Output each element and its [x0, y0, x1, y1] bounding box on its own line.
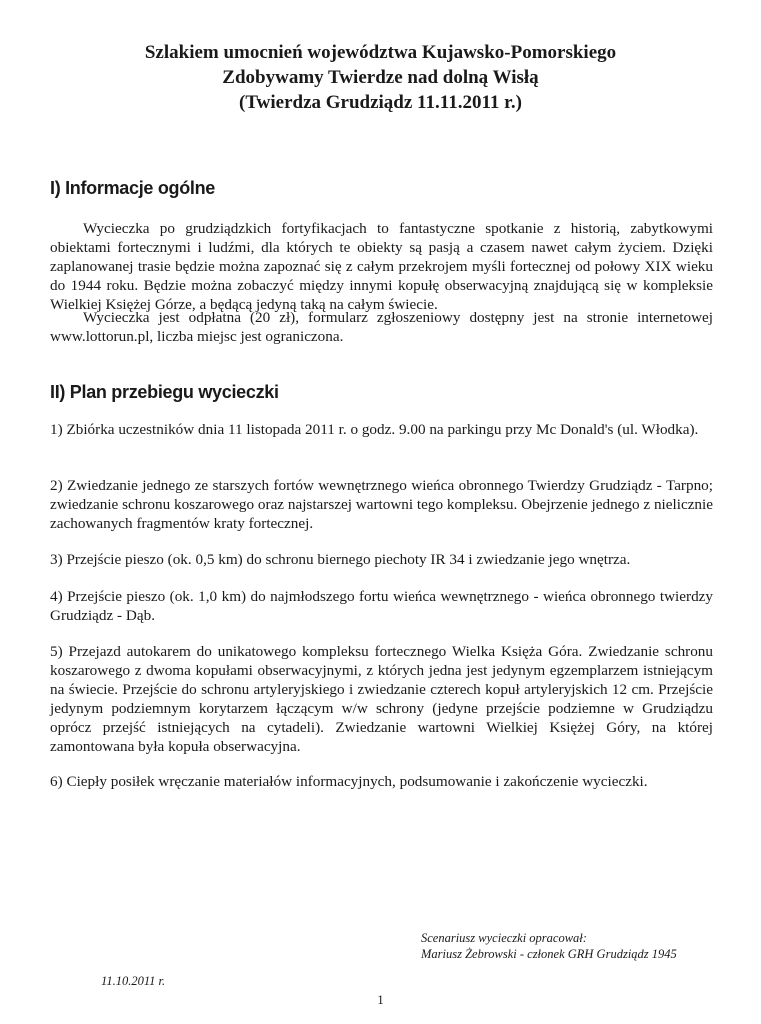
page-number: 1: [377, 992, 384, 1007]
author-signature: [421, 930, 677, 962]
plan-item-1: 1) Zbiórka uczestników dnia 11 listopada 2011 r. o godz. 9.00 na parkingu przy Mc Donald's (ul. Włodka).: [50, 421, 699, 438]
document-title: [0, 40, 761, 115]
document-date: 11.10.2011 r.: [101, 974, 166, 988]
title-line-2: Zdobywamy Twierdze nad dolną Wisłą: [222, 67, 539, 88]
section-heading-trip-plan: II) Plan przebiegu wycieczki: [50, 382, 279, 402]
title-line-3: (Twierdza Grudziądz 11.11.2011 r.): [239, 92, 522, 113]
section-heading-general-info: I) Informacje ogólne: [50, 178, 216, 198]
intro-paragraph-2: Wycieczka jest odpłatna (20 zł), formularz zgłoszeniowy dostępny jest na stronie internetowej www.lottorun.pl, liczba miejsc jest ograniczona.: [50, 309, 713, 345]
plan-item-6: 6) Ciepły posiłek wręczanie materiałów informacyjnych, podsumowanie i zakończenie wycieczki.: [50, 773, 648, 790]
plan-item-5: 5) Przejazd autokarem do unikatowego kompleksu fortecznego Wielka Księża Góra. Zwiedzanie schronu koszarowego z dwoma kopułami obserwacyjnymi, z których jedna jest jedynym egzemplarzem istniejącym na świecie. Przejście do schronu artyleryjskiego i zwiedzanie czterech kopuł artyleryjskich 12 cm. Przejście jedynym podziemnym korytarzem łączącym w/w schrony (jedyne przejście podziemne w Grudziądzu oprócz przejść istniejących na cytadeli). Zwiedzanie wartowni Wielkiej Księżej Góry, na której zamontowana była kopuła obserwacyjna.: [50, 643, 713, 755]
plan-item-2: 2) Zwiedzanie jednego ze starszych fortów wewnętrznego wieńca obronnego Twierdzy Grudziądz - Tarpno; zwiedzanie schronu koszarowego oraz najstarszej wartowni tego kompleksu. Obejrzenie jednego z nielicznie zachowanych fragmentów kraty fortecznej.: [50, 477, 713, 532]
intro-paragraph-1: Wycieczka po grudziądzkich fortyfikacjach to fantastyczne spotkanie z historią, zabytkowymi obiektami fortecznymi i ludźmi, dla których te obiekty są pasją a czasem nawet całym życiem. Dzięki zaplanowanej trasie będzie można zapoznać się z całym przekrojem myśli fortecznej od połowy XIX wieku do 1944 roku. Będzie można zobaczyć między innymi kopułę obserwacyjną znajdującą się w kompleksie Wielkiej Księżej Górze, a będącą jedyną taką na całym świecie.: [50, 220, 713, 313]
title-line-1: Szlakiem umocnień województwa Kujawsko-Pomorskiego: [144, 42, 617, 63]
signature-line-1: Scenariusz wycieczki opracował:: [421, 931, 587, 945]
plan-item-3: 3) Przejście pieszo (ok. 0,5 km) do schronu biernego piechoty IR 34 i zwiedzanie jego wnętrza.: [50, 551, 631, 568]
plan-item-4: 4) Przejście pieszo (ok. 1,0 km) do najmłodszego fortu wieńca wewnętrznego - wieńca obronnego twierdzy Grudziądz - Dąb.: [50, 588, 713, 624]
signature-line-2: Mariusz Żebrowski - członek GRH Grudziądz 1945: [421, 947, 677, 961]
